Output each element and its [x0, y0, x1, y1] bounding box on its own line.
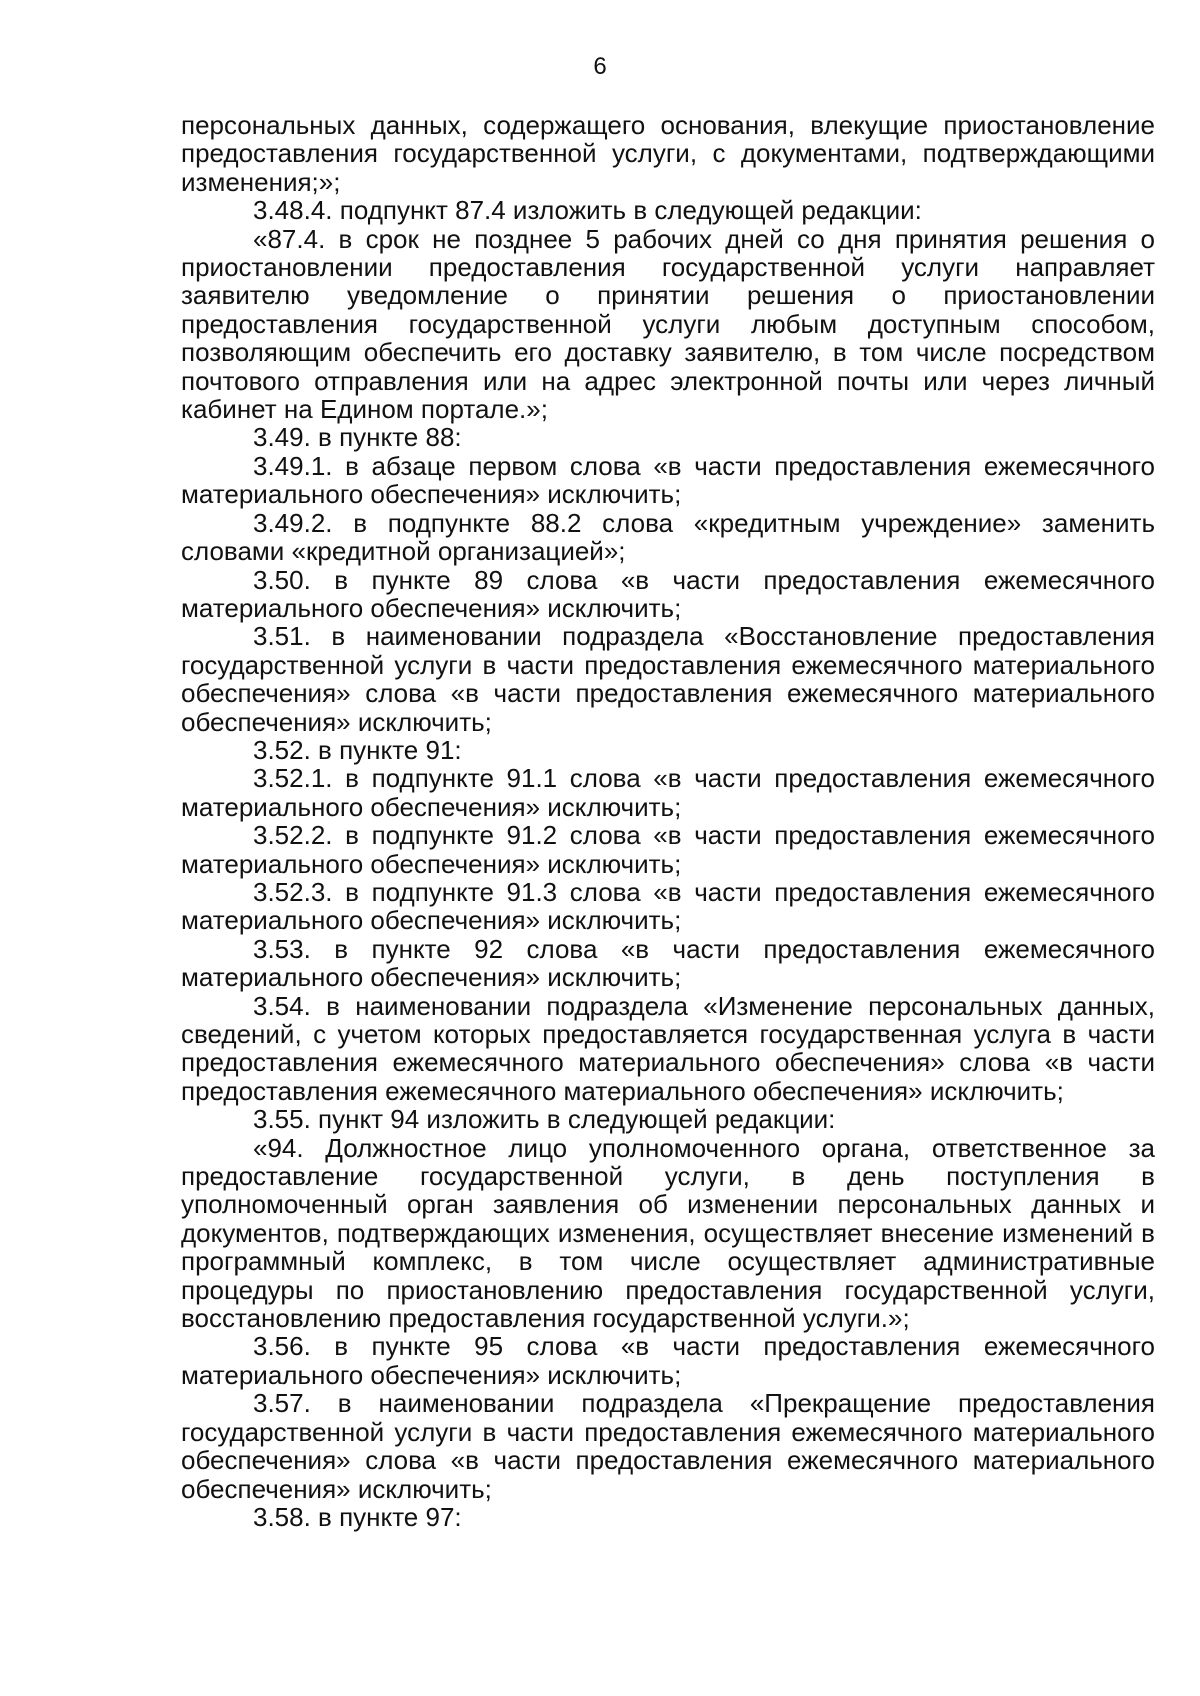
paragraph: 3.58. в пункте 97: [253, 1501, 462, 1532]
paragraph: 3.57. в наименовании подраздела «Прекращение предоставления государственной услуги в части предоставления ежемесячного материального обеспечения» слова «в части предоставления ежемесячного материального обеспечения» исключить; [181, 1388, 1155, 1504]
paragraph: 3.49.1. в абзаце первом слова «в части предоставления ежемесячного материального обеспечения» исключить; [181, 450, 1155, 510]
paragraph: 3.50. в пункте 89 слова «в части предоставления ежемесячного материального обеспечения» исключить; [181, 564, 1155, 623]
paragraph: 3.52.1. в подпункте 91.1 слова «в части предоставления ежемесячного материального обеспечения» исключить; [181, 763, 1155, 822]
paragraph: 3.53. в пункте 92 слова «в части предоставления ежемесячного материального обеспечения» исключить; [181, 933, 1155, 993]
paragraph: 3.54. в наименовании подраздела «Изменение персональных данных, сведений, с учетом которых предоставляется государственная услуга в части предоставления ежемесячного материального обеспечения» слова «в части предоставления ежемесячного материального обеспечения» исключить; [181, 990, 1155, 1106]
paragraph: 3.55. пункт 94 изложить в следующей редакции: [253, 1104, 836, 1135]
paragraph: «94. Должностное лицо уполномоченного органа, ответственное за предоставление государственной услуги, в день поступления в уполномоченный орган заявления об изменении персональных данных и документов, подтверждающих изменения, осуществляет внесение изменений в программный комплекс, в том числе осуществляет административные процедуры по приостановлению предоставления государственной услуги, восстановлению предоставления государственной услуги.»; [181, 1132, 1155, 1334]
paragraph: 3.51. в наименовании подраздела «Восстановление предоставления государственной услуги в части предоставления ежемесячного материального обеспечения» слова «в части предоставления ежемесячного материального обеспечения» исключить; [181, 621, 1155, 737]
document-body [181, 111, 1155, 1531]
paragraph: 3.52.2. в подпункте 91.2 слова «в части предоставления ежемесячного материального обеспечения» исключить; [181, 820, 1155, 879]
paragraph: 3.49.2. в подпункте 88.2 слова «кредитным учреждение» заменить словами «кредитной организацией»; [181, 507, 1155, 567]
page-number: 6 [593, 53, 607, 80]
paragraph: персональных данных, содержащего основания, влекущие приостановление предоставления государственной услуги, с документами, подтверждающими изменения;»; [181, 110, 1155, 197]
paragraph: 3.49. в пункте 88: [253, 422, 462, 453]
paragraph: 3.52.3. в подпункте 91.3 слова «в части предоставления ежемесячного материального обеспечения» исключить; [181, 876, 1155, 936]
paragraph: 3.48.4. подпункт 87.4 изложить в следующей редакции: [253, 195, 922, 226]
paragraph: 3.52. в пункте 91: [253, 734, 462, 765]
paragraph: «87.4. в срок не позднее 5 рабочих дней со дня принятия решения о приостановлении предоставления государственной услуги направляет заявителю уведомление о принятии решения о приостановлении предоставления государственной услуги любым доступным способом, позволяющим обеспечить его доставку заявителю, в том числе посредством почтового отправления или на адрес электронной почты или через личный кабинет на Едином портале.»; [181, 223, 1155, 425]
paragraph: 3.56. в пункте 95 слова «в части предоставления ежемесячного материального обеспечения» исключить; [181, 1331, 1155, 1390]
